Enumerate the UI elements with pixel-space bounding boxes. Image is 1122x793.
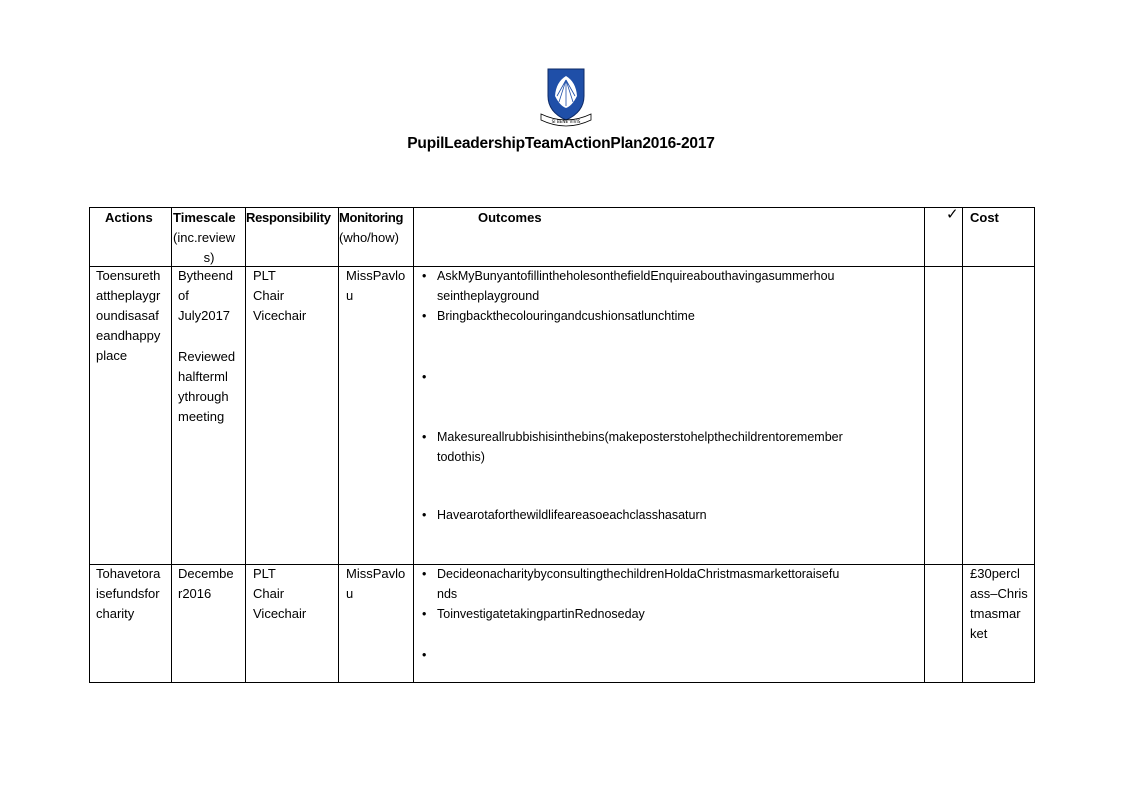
row2-responsibility: PLT Chair Vicechair: [253, 566, 307, 621]
school-crest-logo: [538, 66, 594, 128]
action-plan-table: [89, 207, 1035, 683]
row2-outcomes: [414, 564, 924, 665]
header-monitoring: [339, 208, 415, 248]
header-timescale-sub-1: (inc.review: [173, 230, 236, 245]
header-outcomes: Outcomes: [478, 210, 542, 225]
page-title: PupilLeadershipTeamActionPlan2016-2017: [407, 135, 715, 152]
row1-monitoring: MissPavlo u: [346, 268, 406, 303]
row1-timescale: Bytheend of July2017 Reviewed halfterml ythrough meeting: [178, 268, 236, 424]
header-monitoring-sub: (who/how): [339, 230, 399, 245]
list-item: • ToinvestigatetakingpartinRednoseday: [422, 607, 645, 621]
list-item: • DecideonacharitybyconsultingthechildrenHoldaChristmasmarkettoraisefu nds: [422, 567, 840, 601]
list-item: • Makesureallrubbishisinthebins(makeposterstohelpthechildrentoremember todothis): [422, 430, 843, 464]
row2-actions: Tohavetora isefundsfor charity: [96, 566, 161, 621]
row1-actions: Toensureth attheplaygr oundisasaf eandhappy place: [96, 268, 161, 363]
logo-motto: SI BENE VIVIS: [551, 119, 581, 124]
header-responsibility: Responsibility: [246, 210, 331, 225]
header-cost: Cost: [970, 210, 999, 225]
header-timescale-label: Timescale: [173, 210, 236, 225]
header-monitoring-label: Monitoring: [339, 210, 404, 225]
list-item: • Havearotaforthewildlifeareasoeachclasshasaturn: [422, 508, 707, 522]
row1-outcomes: [414, 266, 924, 525]
header-check: ✓: [946, 206, 959, 223]
row2-cost: £30percl ass–Chris tmasmar ket: [970, 566, 1028, 641]
header-actions: Actions: [105, 210, 153, 225]
list-item: •: [422, 370, 427, 384]
list-item: • AskMyBunyantofillintheholesonthefieldEnquireabouthavingasummerhou seintheplayground: [422, 269, 835, 303]
row2-timescale: Decembe r2016: [178, 566, 234, 601]
list-item: •: [422, 648, 427, 662]
header-timescale-sub-2: s): [203, 250, 215, 265]
row1-responsibility: PLT Chair Vicechair: [253, 268, 307, 323]
header-timescale: [173, 208, 245, 268]
list-item: • Bringbackthecolouringandcushionsatlunchtime: [422, 309, 695, 323]
row2-monitoring: MissPavlo u: [346, 566, 406, 601]
